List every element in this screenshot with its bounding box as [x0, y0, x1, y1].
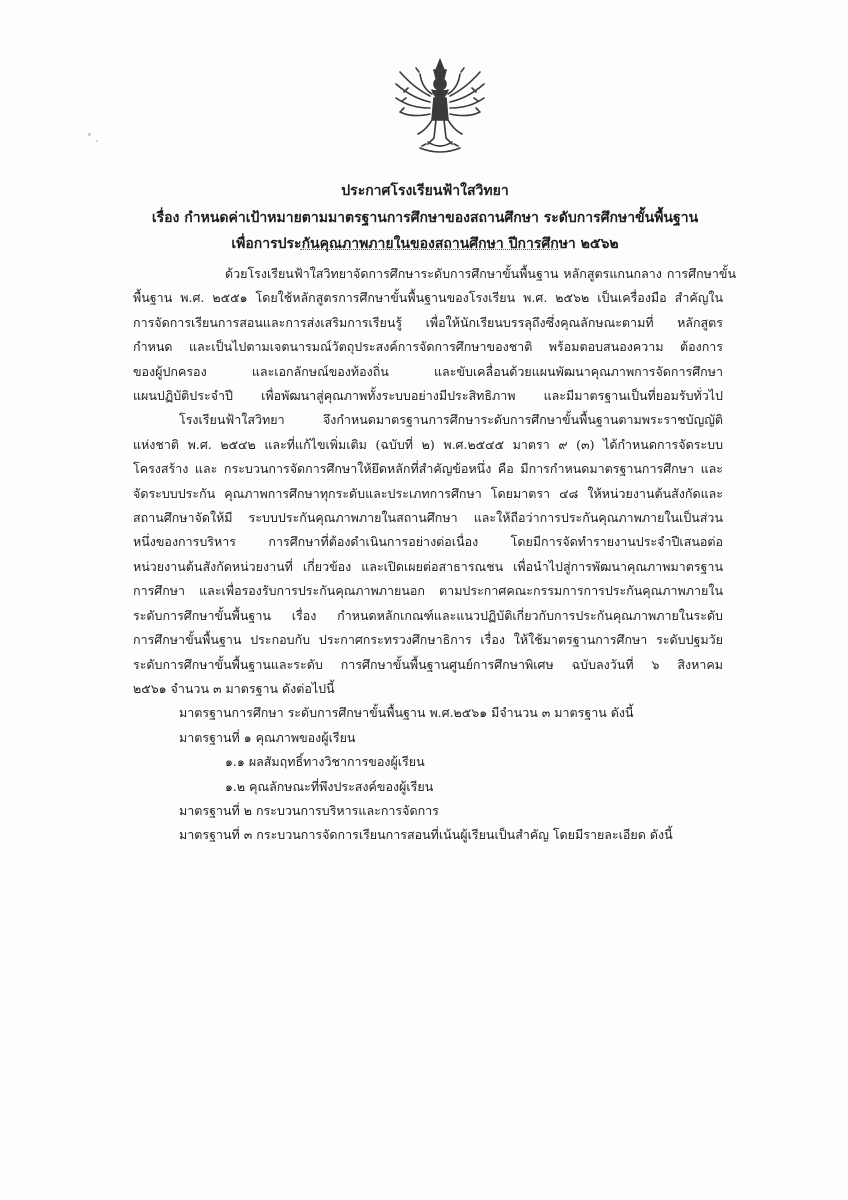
- paragraph-line: หน่วยงานต้นสังกัดหน่วยงานที่ เกี่ยวข้อง และเปิดเผยต่อสาธารณชน เพื่อนำไปสู่การพัฒนาคุณภาพมาตรฐาน: [133, 558, 723, 574]
- standards-intro: มาตรฐานการศึกษา ระดับการศึกษาขั้นพื้นฐาน พ.ศ.๒๕๖๑ มีจำนวน ๓ มาตรฐาน ดังนี้: [179, 705, 634, 721]
- garuda-emblem-icon: [392, 58, 488, 158]
- announcement-title: ประกาศโรงเรียนฟ้าใสวิทยา: [341, 183, 509, 199]
- standard-1: มาตรฐานที่ ๑ คุณภาพของผู้เรียน: [179, 729, 356, 745]
- paragraph-line: การศึกษาขั้นพื้นฐาน ประกอบกับ ประกาศกระทรวงศึกษาธิการ เรื่อง ให้ใช้มาตรฐานการศึกษา ระดับปฐมวัย: [133, 632, 723, 648]
- paragraph-line: แผนปฏิบัติประจำปี เพื่อพัฒนาสู่คุณภาพทั้งระบบอย่างมีประสิทธิภาพ และมีมาตรฐานเป็นที่ยอมรับทั่วไป: [133, 388, 723, 404]
- paragraph-line: ด้วยโรงเรียนฟ้าใสวิทยาจัดการศึกษาระดับการศึกษาขั้นพื้นฐาน หลักสูตรแกนกลาง การศึกษาขั้น: [225, 266, 736, 281]
- paragraph-line: สถานศึกษาจัดให้มี ระบบประกันคุณภาพภายในสถานศึกษา และให้ถือว่าการประกันคุณภาพภายในเป็นส่วน: [133, 510, 723, 526]
- paragraph-1: [133, 262, 736, 408]
- paragraph-line: การศึกษา และเพื่อรองรับการประกันคุณภาพภายนอก ตามประกาศคณะกรรมการการประกันคุณภาพภายใน: [133, 583, 723, 599]
- standard-2: มาตรฐานที่ ๒ กระบวนการบริหารและการจัดการ: [179, 802, 439, 818]
- paragraph-line: แห่งชาติ พ.ศ. ๒๕๔๒ และที่แก้ไขเพิ่มเติม (ฉบับที่ ๒) พ.ศ.๒๕๔๕ มาตรา ๙ (๓) ได้กำหนดการจัดระบบ: [133, 436, 723, 452]
- paragraph-line: โรงเรียนฟ้าใสวิทยา จึงกำหนดมาตรฐานการศึกษาระดับการศึกษาขั้นพื้นฐานตามพระราชบัญญัติ: [179, 412, 723, 428]
- paragraph-line: กำหนด และเป็นไปตามเจตนารมณ์วัตถุประสงค์การจัดการศึกษาของชาติ พร้อมตอบสนองความ ต้องการ: [133, 339, 723, 355]
- dotted-divider: [300, 249, 558, 250]
- paragraph-line: โครงสร้าง และ กระบวนการจัดการศึกษาให้ยึดหลักที่สำคัญข้อหนึ่ง คือ มีการกำหนดมาตรฐานการศึกษา และ: [133, 461, 723, 477]
- paragraph-line: ระดับการศึกษาขั้นพื้นฐาน เรื่อง กำหนดหลักเกณฑ์และแนวปฏิบัติเกี่ยวกับการประกันคุณภาพภายในระดับ: [133, 607, 723, 623]
- standard-3: มาตรฐานที่ ๓ กระบวนการจัดการเรียนการสอนที่เน้นผู้เรียนเป็นสำคัญ โดยมีรายละเอียด ดังนี้: [179, 827, 673, 843]
- announcement-subject: เรื่อง กำหนดค่าเป้าหมายตามมาตรฐานการศึกษาของสถานศึกษา ระดับการศึกษาขั้นพื้นฐาน: [151, 210, 699, 226]
- paragraph-line: จัดระบบประกัน คุณภาพการศึกษาทุกระดับและประเภทการศึกษา โดยมาตรา ๔๘ ให้หน่วยงานต้นสังกัดและ: [133, 485, 723, 501]
- paragraph-line: ๒๕๖๑ จำนวน ๓ มาตรฐาน ดังต่อไปนี้: [133, 680, 335, 696]
- paragraph-line: พื้นฐาน พ.ศ. ๒๕๕๑ โดยใช้หลักสูตรการศึกษาขั้นพื้นฐานของโรงเรียน พ.ศ. ๒๕๖๒ เป็นเครื่องมือ สำคัญใน: [133, 290, 723, 306]
- announcement-subject-cont: เพื่อการประกันคุณภาพภายในของสถานศึกษา ปีการศึกษา ๒๕๖๒: [231, 236, 619, 252]
- paragraph-line: ระดับการศึกษาขั้นพื้นฐานและระดับ การศึกษาขั้นพื้นฐานศูนย์การศึกษาพิเศษ ฉบับลงวันที่ ๖ สิงหาคม: [133, 656, 723, 672]
- standard-1-1: ๑.๑ ผลสัมฤทธิ์ทางวิชาการของผู้เรียน: [225, 754, 425, 770]
- scan-speck: [96, 140, 98, 142]
- scan-speck: [88, 133, 91, 136]
- document-body: [133, 262, 736, 848]
- paragraph-line: การจัดการเรียนการสอนและการส่งเสริมการเรียนรู้ เพื่อให้นักเรียนบรรลุถึงซึ่งคุณลักษณะตามที่ หลักสูตร: [133, 314, 723, 330]
- standard-1-2: ๑.๒ คุณลักษณะที่พึงประสงค์ของผู้เรียน: [225, 778, 434, 794]
- paragraph-line: หนึ่งของการบริหาร การศึกษาที่ต้องดำเนินการอย่างต่อเนื่อง โดยมีการจัดทำรายงานประจำปีเสนอต่อ: [133, 534, 723, 550]
- paragraph-2: [133, 408, 723, 701]
- paragraph-line: ของผู้ปกครอง และเอกลักษณ์ของท้องถิ่น และขับเคลื่อนด้วยแผนพัฒนาคุณภาพการจัดการศึกษา: [133, 363, 723, 379]
